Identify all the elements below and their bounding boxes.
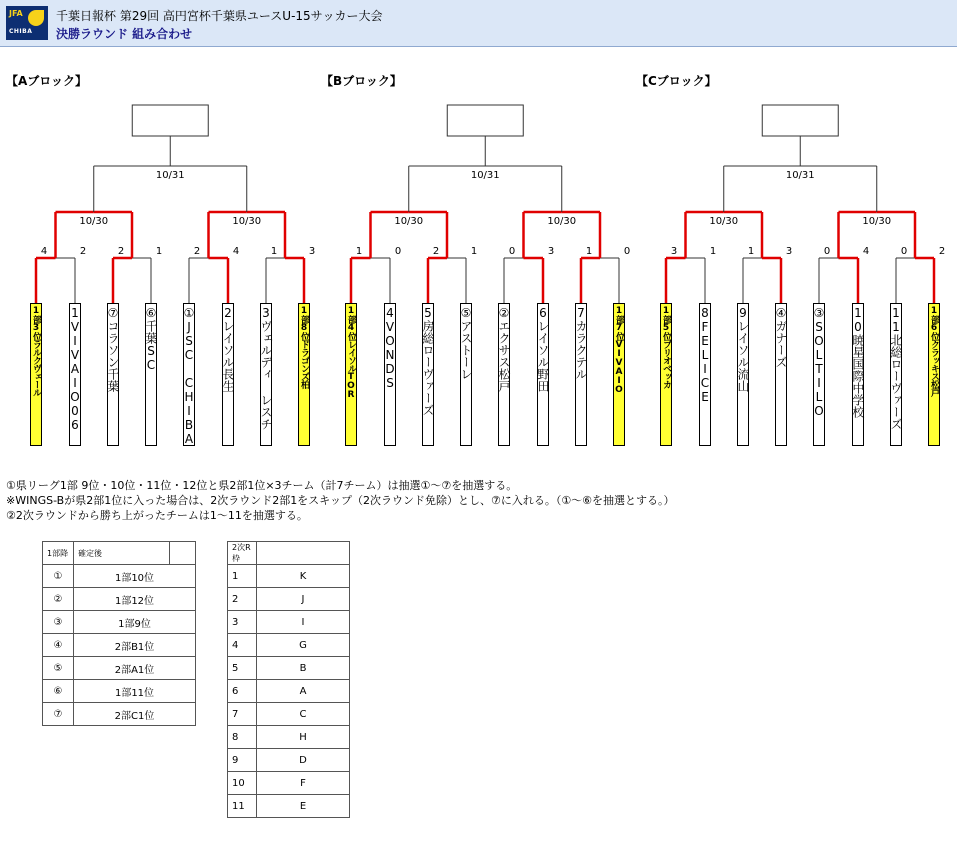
- table-cell: 2部A1位: [74, 657, 196, 680]
- team-box: [260, 303, 272, 446]
- score-label: 2: [117, 246, 125, 257]
- table-row: [43, 588, 196, 611]
- table-row: [43, 634, 196, 657]
- table-cell: ⑥: [43, 680, 74, 703]
- table-cell: H: [257, 726, 350, 749]
- table-cell: 2部C1位: [74, 703, 196, 726]
- team-box: [298, 303, 310, 446]
- team-name: 8FELICE: [698, 306, 712, 404]
- logo-jfa-text: JFA: [9, 9, 23, 18]
- team-box: [384, 303, 396, 446]
- lottery-table-2: [227, 541, 350, 818]
- team-box: [145, 303, 157, 446]
- team-box: [575, 303, 587, 446]
- table-row: [43, 657, 196, 680]
- table-cell: 1: [228, 565, 257, 588]
- semi-date-label: 10/30: [394, 216, 424, 227]
- team-name: 6レイソル野田: [536, 306, 550, 392]
- score-label: 1: [470, 246, 478, 257]
- semi-date-label: 10/30: [232, 216, 262, 227]
- table-cell: 3: [228, 611, 257, 634]
- team-box: [422, 303, 434, 446]
- block-label: 【Cブロック】: [636, 74, 717, 88]
- team-name: 10暁星国際中学校: [851, 306, 865, 418]
- team-box: [660, 303, 672, 446]
- table-cell: ⑦: [43, 703, 74, 726]
- team-box: [852, 303, 864, 446]
- block-label: 【Aブロック】: [6, 74, 88, 88]
- team-name: ④ガナーズ: [774, 306, 788, 368]
- table-cell: B: [257, 657, 350, 680]
- table-header-cell: [257, 542, 350, 565]
- team-name: ⑦コラソン千葉: [106, 306, 120, 392]
- score-label: 0: [623, 246, 631, 257]
- team-name: 1部3位ラルクヴェール: [31, 306, 41, 396]
- table-cell: 2: [228, 588, 257, 611]
- team-box: [345, 303, 357, 446]
- team-name: ⑥千葉SC: [144, 306, 158, 372]
- table-header-cell: 1部降: [43, 542, 74, 565]
- score-label: 4: [40, 246, 48, 257]
- table-cell: A: [257, 680, 350, 703]
- semi-date-label: 10/30: [862, 216, 892, 227]
- score-label: 0: [508, 246, 516, 257]
- team-name: ③SOLTILO: [812, 306, 826, 418]
- table-header-cell: 2次R枠: [228, 542, 257, 565]
- table-row: [228, 634, 350, 657]
- team-name: 3ヴェルディ レスチ: [259, 306, 273, 430]
- team-box: [183, 303, 195, 446]
- table-cell: I: [257, 611, 350, 634]
- table-cell: E: [257, 795, 350, 818]
- team-box: [813, 303, 825, 446]
- team-box: [699, 303, 711, 446]
- team-name: 1部5位ブリオベッカ: [661, 306, 671, 388]
- page-subtitle: 決勝ラウンド 組み合わせ: [56, 27, 193, 41]
- score-label: 2: [938, 246, 946, 257]
- table-row: [43, 565, 196, 588]
- table-cell: F: [257, 772, 350, 795]
- team-box: [69, 303, 81, 446]
- table-cell: D: [257, 749, 350, 772]
- note-line: ②2次ラウンドから勝ち上がったチームは1～11を抽選する。: [6, 509, 308, 522]
- table-cell: 8: [228, 726, 257, 749]
- table-cell: ④: [43, 634, 74, 657]
- team-box: [460, 303, 472, 446]
- team-name: 1部4位レイソルTOR: [346, 306, 356, 399]
- table-row: [228, 588, 350, 611]
- winner-box: [762, 105, 838, 136]
- note-line: ①県リーグ1部 9位・10位・11位・12位と県2部1位×3チーム（計7チーム）は抽選①～⑦を抽選する。: [6, 479, 518, 492]
- score-label: 4: [862, 246, 870, 257]
- table-header-cell: 確定後: [74, 542, 170, 565]
- table-header-row: [228, 542, 350, 565]
- table-row: [228, 749, 350, 772]
- score-label: 3: [547, 246, 555, 257]
- note-line: ※WINGS-Bが県2部1位に入った場合は、2次ラウンド2部1をスキップ（2次ラウンド免除）とし、⑦に入れる。（①～⑥を抽選とする。）: [6, 494, 675, 507]
- team-box: [537, 303, 549, 446]
- table-cell: ①: [43, 565, 74, 588]
- table-header-cell: [169, 542, 195, 565]
- table-cell: 1部11位: [74, 680, 196, 703]
- table-row: [228, 657, 350, 680]
- score-label: 1: [747, 246, 755, 257]
- team-name: 1VIVAIO06: [68, 306, 82, 432]
- logo-chiba-text: CHIBA: [9, 28, 33, 35]
- final-date-label: 10/31: [785, 170, 815, 181]
- team-name: 2レイソル長生: [221, 306, 235, 392]
- score-label: 2: [79, 246, 87, 257]
- table-cell: 1部12位: [74, 588, 196, 611]
- block-label: 【Bブロック】: [321, 74, 402, 88]
- winner-box: [447, 105, 523, 136]
- table-cell: ⑤: [43, 657, 74, 680]
- table-cell: C: [257, 703, 350, 726]
- lottery-table-1: [42, 541, 196, 726]
- score-label: 0: [900, 246, 908, 257]
- score-label: 1: [709, 246, 717, 257]
- semi-date-label: 10/30: [709, 216, 739, 227]
- notes: [6, 478, 675, 523]
- score-label: 3: [785, 246, 793, 257]
- table-row: [228, 680, 350, 703]
- team-box: [890, 303, 902, 446]
- table-cell: 1部10位: [74, 565, 196, 588]
- team-name: ②エクサス松戸: [497, 306, 511, 392]
- score-label: 1: [355, 246, 363, 257]
- team-box: [775, 303, 787, 446]
- team-name: 9レイソル流山: [736, 306, 750, 392]
- table-cell: J: [257, 588, 350, 611]
- table-cell: 1部9位: [74, 611, 196, 634]
- team-box: [613, 303, 625, 446]
- table-cell: 9: [228, 749, 257, 772]
- score-label: 2: [432, 246, 440, 257]
- table-cell: 10: [228, 772, 257, 795]
- table-row: [228, 772, 350, 795]
- team-box: [222, 303, 234, 446]
- score-label: 1: [155, 246, 163, 257]
- semi-date-label: 10/30: [79, 216, 109, 227]
- team-name: 5房総ローヴァーズ: [421, 306, 435, 416]
- score-label: 3: [670, 246, 678, 257]
- team-box: [498, 303, 510, 446]
- table-cell: K: [257, 565, 350, 588]
- team-name: 1部7位VIVAIO: [614, 306, 624, 394]
- score-label: 4: [232, 246, 240, 257]
- team-box: [30, 303, 42, 446]
- table-row: [43, 680, 196, 703]
- team-name: 1部8位ドラゴンズ柏: [299, 306, 309, 388]
- team-name: 4VONDS: [383, 306, 397, 390]
- score-label: 2: [193, 246, 201, 257]
- table-cell: 2部B1位: [74, 634, 196, 657]
- team-name: ⑤アストーレ: [459, 306, 473, 380]
- table-header-row: [43, 542, 196, 565]
- score-label: 0: [394, 246, 402, 257]
- table-cell: 11: [228, 795, 257, 818]
- table-row: [43, 611, 196, 634]
- team-name: 7カラクテル: [574, 306, 588, 380]
- table-row: [228, 611, 350, 634]
- table-cell: ②: [43, 588, 74, 611]
- table-row: [228, 726, 350, 749]
- tournament-title: 千葉日報杯 第29回 高円宮杯千葉県ユースU-15サッカー大会: [56, 9, 383, 23]
- score-label: 1: [270, 246, 278, 257]
- semi-date-label: 10/30: [547, 216, 577, 227]
- score-label: 3: [308, 246, 316, 257]
- team-name: 1部6位クラッキス松戸: [929, 306, 939, 396]
- table-row: [43, 703, 196, 726]
- team-name: 11北総ローヴァーズ: [889, 306, 903, 430]
- table-cell: 7: [228, 703, 257, 726]
- score-label: 1: [585, 246, 593, 257]
- table-row: [228, 795, 350, 818]
- team-box: [737, 303, 749, 446]
- winner-box: [132, 105, 208, 136]
- team-box: [107, 303, 119, 446]
- table-cell: 6: [228, 680, 257, 703]
- final-date-label: 10/31: [470, 170, 500, 181]
- team-box: [928, 303, 940, 446]
- table-row: [228, 565, 350, 588]
- table-cell: 5: [228, 657, 257, 680]
- table-row: [228, 703, 350, 726]
- table-cell: 4: [228, 634, 257, 657]
- table-cell: G: [257, 634, 350, 657]
- score-label: 0: [823, 246, 831, 257]
- final-date-label: 10/31: [155, 170, 185, 181]
- team-name: ①JSC CHIBA: [182, 306, 196, 446]
- table-cell: ③: [43, 611, 74, 634]
